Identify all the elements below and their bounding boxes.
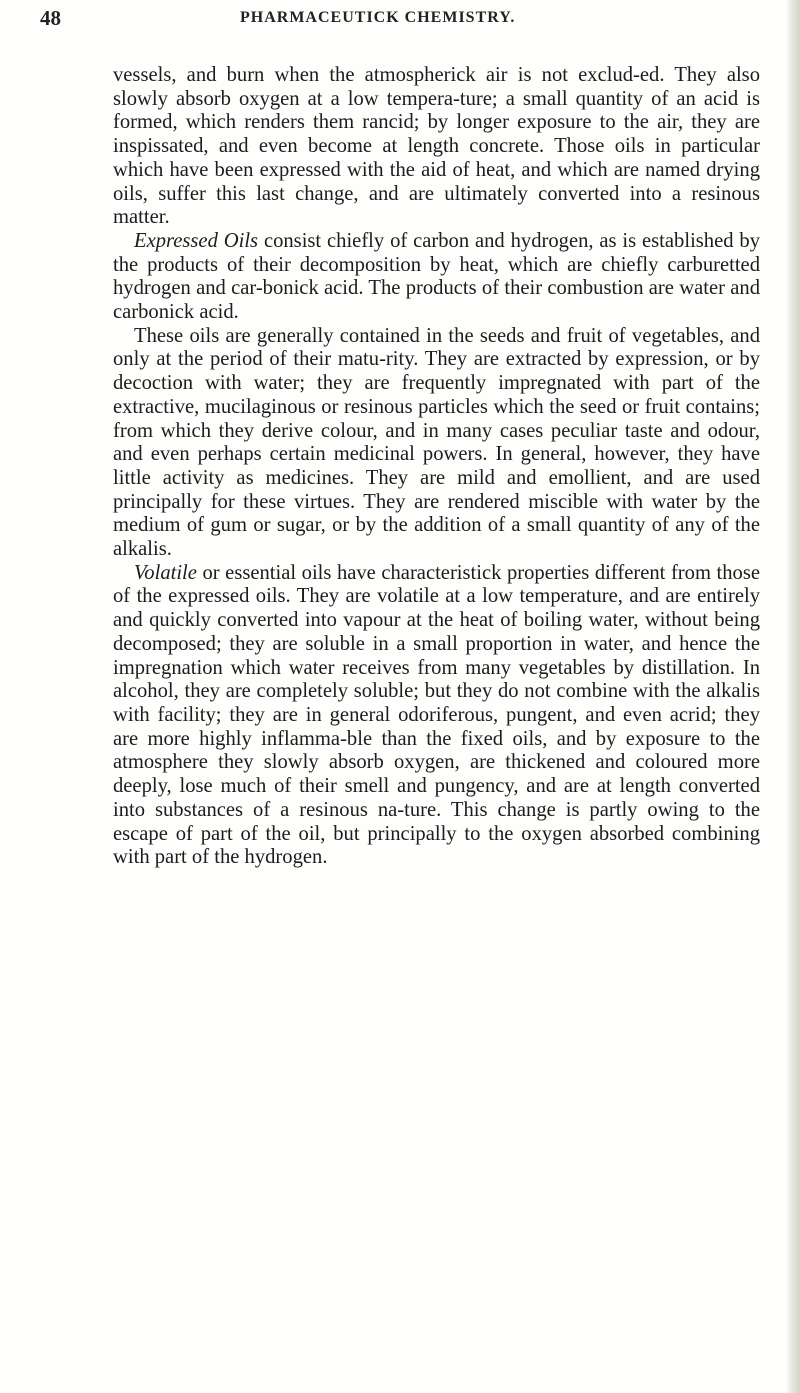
paragraph-2-text: consist chiefly of carbon and hydrogen, as is established by the products of their decomposition by heat, which are chiefly carburetted hydrogen and car-bonick acid. The products of their combustion are water and carbonick acid. bbox=[113, 229, 760, 324]
body-text bbox=[113, 64, 760, 870]
page-edge-shadow bbox=[786, 0, 800, 1393]
paragraph-1-text: vessels, and burn when the atmospherick air is not exclud-ed. They also slowly absorb oxygen at a low tempera-ture; a small quantity of an acid is formed, which renders them rancid; by longer exposure to the air, they are inspissated, and even become at length concrete. Those oils in particular which have been expressed with the aid of heat, and which are named drying oils, suffer this last change, and are ultimately converted into a resinous matter. bbox=[113, 64, 760, 229]
paragraph-volatile-oils bbox=[113, 562, 760, 870]
lead-term-expressed-oils: Expressed Oils bbox=[134, 229, 259, 252]
page-number: 48 bbox=[40, 6, 61, 30]
paragraph-1 bbox=[113, 64, 760, 230]
paragraph-3-text: These oils are generally contained in the seeds and fruit of vegetables, and only at the period of their matu-rity. They are extracted by expression, or by decoction with water; they are frequently impregnated with part of the extractive, mucilaginous or resinous particles which the seed or fruit contains; from which they derive colour, and in many cases peculiar taste and odour, and even perhaps certain medicinal powers. In general, however, they have little activity as medicines. They are mild and emollient, and are used principally for these virtues. They are rendered miscible with water by the medium of gum or sugar, or by the addition of a small quantity of any of the alkalis. bbox=[113, 324, 760, 561]
running-head bbox=[40, 6, 760, 36]
lead-term-volatile: Volatile bbox=[134, 561, 197, 584]
paragraph-3 bbox=[113, 325, 760, 562]
running-head-title: PHARMACEUTICK CHEMISTRY. bbox=[240, 9, 516, 26]
paragraph-4-text: or essential oils have characteristick properties different from those of the expressed oils. They are volatile at a low temperature, and are entirely and quickly converted into vapour at the heat of boiling water, without being decomposed; they are soluble in a small proportion in water, and hence the impregnation which water receives from many vegetables by distillation. In alcohol, they are completely soluble; but they do not combine with the alkalis with facility; they are in general odoriferous, pungent, and even acrid; they are more highly inflamma-ble than the fixed oils, and by exposure to the atmosphere they slowly absorb oxygen, are thickened and coloured more deeply, lose much of their smell and pungency, and are at length converted into substances of a resinous na-ture. This change is partly owing to the escape of part of the oil, but principally to the oxygen absorbed combining with part of the hydrogen. bbox=[113, 561, 760, 869]
paragraph-expressed-oils bbox=[113, 230, 760, 325]
